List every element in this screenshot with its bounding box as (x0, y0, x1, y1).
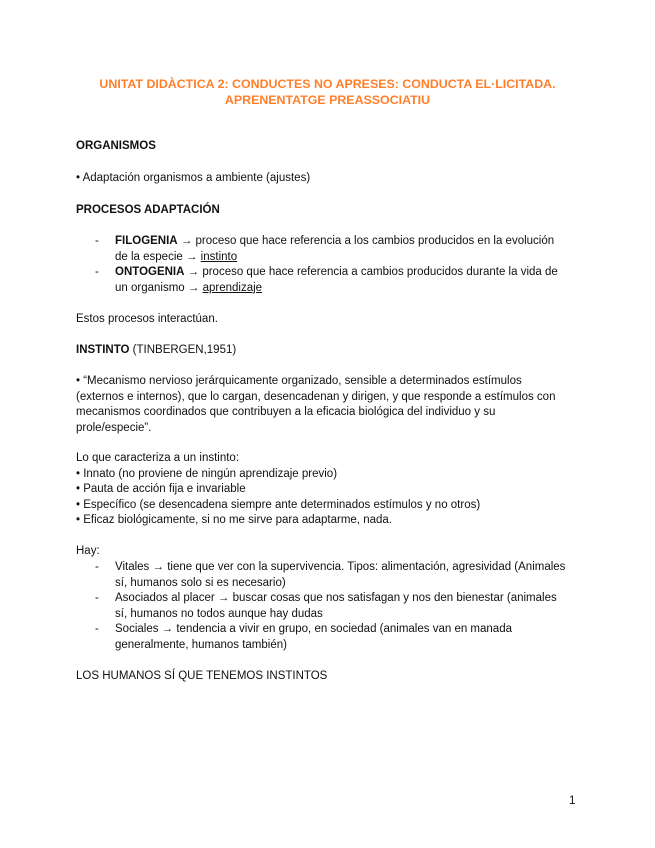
caracteristica-item: • Pauta de acción fija e invariable (76, 483, 246, 495)
list-item-ontogenia (115, 265, 585, 296)
tipo-line: Asociados al placer → buscar cosas que nos satisfagan y nos den bienestar (animales (115, 592, 557, 604)
tipo-line: Sociales → tendencia a vivir en grupo, en sociedad (animales van en manada (115, 623, 512, 635)
caracteristica-item: • Específico (se desencadena siempre ante determinados estímulos y no otros) (76, 498, 481, 511)
heading-procesos: PROCESOS ADAPTACIÓN (76, 204, 220, 216)
list-dash: - (95, 561, 99, 573)
link-aprendizaje[interactable]: aprendizaje (202, 281, 263, 294)
caracteristica-item: • Innato (no proviene de ningún aprendizaje previo) (76, 467, 338, 480)
quote-line: • “Mecanismo nervioso jerárquicamente organizado, sensible a determinados estímulos (76, 375, 522, 387)
ontogenia-text-2: un organismo → (115, 281, 203, 294)
tipo-line: generalmente, humanos también) (115, 638, 287, 651)
filogenia-text-2: de la especie → (115, 250, 201, 263)
list-dash: - (95, 266, 99, 278)
list-dash: - (95, 235, 99, 247)
caracteristicas-block (76, 451, 480, 529)
list-item-sociales (115, 622, 585, 653)
page-title (60, 76, 595, 108)
title-line-1: UNITAT DIDÀCTICA 2: CONDUCTES NO APRESES: CONDUCTA EL·LICITADA. (99, 77, 556, 91)
title-line-2: APRENENTATGE PREASSOCIATIU (224, 93, 431, 107)
filogenia-text-1: → proceso que hace referencia a los cambios producidos en la evolución (177, 235, 555, 247)
tipo-line: sí, humanos solo si es necesario) (115, 576, 286, 589)
heading-instinto-ref: (TINBERGEN,1951) (129, 344, 237, 356)
heading-organismos: ORGANISMOS (76, 140, 156, 152)
ontogenia-text-1: → proceso que hace referencia a cambios producidos durante la vida de (184, 266, 558, 278)
quote-line: prole/especie”. (76, 421, 152, 434)
term-filogenia: FILOGENIA (115, 235, 178, 247)
hay-label: Hay: (76, 545, 100, 557)
list-dash: - (95, 592, 99, 604)
link-instinto[interactable]: instinto (200, 250, 238, 263)
list-dash: - (95, 623, 99, 635)
heading-instinto (76, 343, 236, 359)
quote-line: (externos e internos), que lo cargan, desencadenan y dirigen, y que responde a estímulos con (76, 390, 556, 403)
conclusion-text: LOS HUMANOS SÍ QUE TENEMOS INSTINTOS (76, 670, 328, 682)
tipo-line: sí, humanos no todos aunque hay dudas (115, 607, 323, 620)
paragraph-adaptacion: • Adaptación organismos a ambiente (ajustes) (76, 172, 311, 184)
tipo-line: Vitales → tiene que ver con la supervivencia. Tipos: alimentación, agresividad (Animales (115, 561, 566, 573)
quote-line: mecanismos coordinados que contribuyen a la eficacia biológica del individuo y su (76, 406, 496, 418)
list-item-vitales (115, 560, 585, 591)
list-item-filogenia (115, 234, 585, 265)
caracteristica-item: • Eficaz biológicamente, si no me sirve para adaptarme, nada. (76, 514, 392, 526)
heading-instinto-term: INSTINTO (76, 344, 130, 356)
instinto-definition-quote (76, 374, 555, 436)
page-number: 1 (569, 795, 576, 807)
paragraph-interactuan: Estos procesos interactúan. (76, 313, 218, 325)
caracteristicas-intro: Lo que caracteriza a un instinto: (76, 452, 240, 464)
list-item-placer (115, 591, 585, 622)
term-ontogenia: ONTOGENIA (115, 266, 185, 278)
